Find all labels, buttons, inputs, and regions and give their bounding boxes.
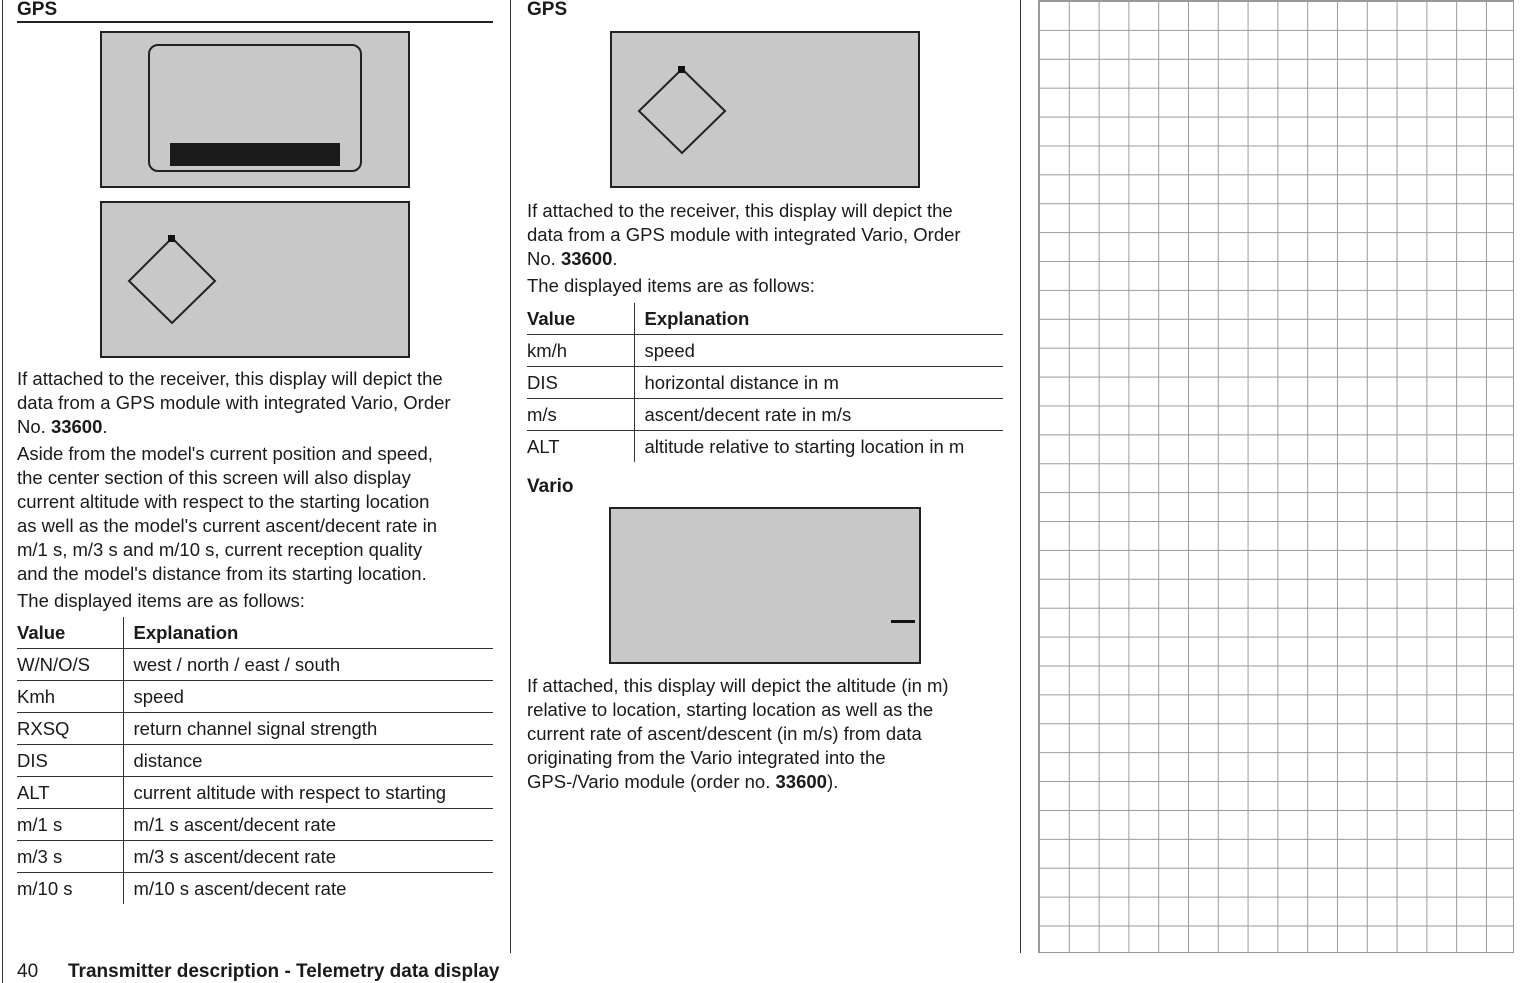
explanation-column-header: Explanation [644,307,750,329]
table-row: DIS distance [17,745,493,777]
left-items-intro: The displayed items are as follows: [17,590,305,611]
table-header-row [527,303,1003,335]
table-row: Kmh speed [17,681,493,713]
table-row: m/s ascent/decent rate in m/s [527,399,1003,431]
left-heading: GPS [17,0,58,20]
order-number: 33600 [50,416,103,437]
value-column-header: Value [17,617,123,649]
explanation-column-header: Explanation [133,621,239,643]
middle-values-table [527,303,1003,462]
table-row: km/h speed [527,335,1003,367]
table-row: ALT altitude relative to starting location in m [527,431,1003,463]
compass-diamond-icon [610,31,920,188]
table-header-row [17,617,493,649]
left-detail-paragraph: Aside from the model's current position and speed, the center section of this screen will also display current altitude with respect to the starting location as well as the model's current ascent/decent rate in m/1 s, m/3 s and m/10 s, current reception quality and the model's distance from its starting location. [17,443,437,584]
lcd-dash-mark [891,620,915,623]
table-row: RXSQ return channel signal strength [17,713,493,745]
left-column-divider [2,0,3,983]
middle-heading: GPS [527,0,568,20]
gps-lcd-screen-2 [100,201,410,358]
notes-grid [1038,0,1514,953]
gps-vario-lcd-screen [610,31,920,188]
page-number: 40 [17,961,39,982]
table-row: ALT current altitude with respect to starting [17,777,493,809]
left-values-table [17,617,493,904]
vario-heading: Vario [527,476,574,497]
middle-intro-paragraph: If attached to the receiver, this display will depict the data from a GPS module with integrated Vario, Order No. 33600. [527,200,961,269]
table-row: m/3 s m/3 s ascent/decent rate [17,841,493,873]
vario-lcd-screen [609,507,921,664]
table-row: m/1 s m/1 s ascent/decent rate [17,809,493,841]
gps-lcd-screen-1 [100,31,410,188]
right-column-divider [1020,0,1021,953]
center-column-divider [510,0,511,953]
middle-items-intro: The displayed items are as follows: [527,275,815,296]
order-number: 33600 [560,248,613,269]
left-heading-rule [17,21,493,23]
table-row: m/10 s m/10 s ascent/decent rate [17,873,493,905]
left-intro-paragraph: If attached to the receiver, this display will depict the data from a GPS module with integrated Vario, Order No. 33600. [17,368,451,437]
vario-paragraph: If attached, this display will depict the altitude (in m) relative to location, starting location as well as the current rate of ascent/descent (in m/s) from data originating from the Vario integrated into the GPS-/Vario module (order no. 33600). [527,675,949,792]
compass-diamond-icon [100,201,410,358]
lcd-black-bar [170,143,340,166]
table-row: W/N/O/S west / north / east / south [17,649,493,681]
table-row: DIS horizontal distance in m [527,367,1003,399]
footer-title: Transmitter description - Telemetry data display [68,961,500,982]
order-number: 33600 [775,771,827,792]
value-column-header: Value [527,303,634,335]
